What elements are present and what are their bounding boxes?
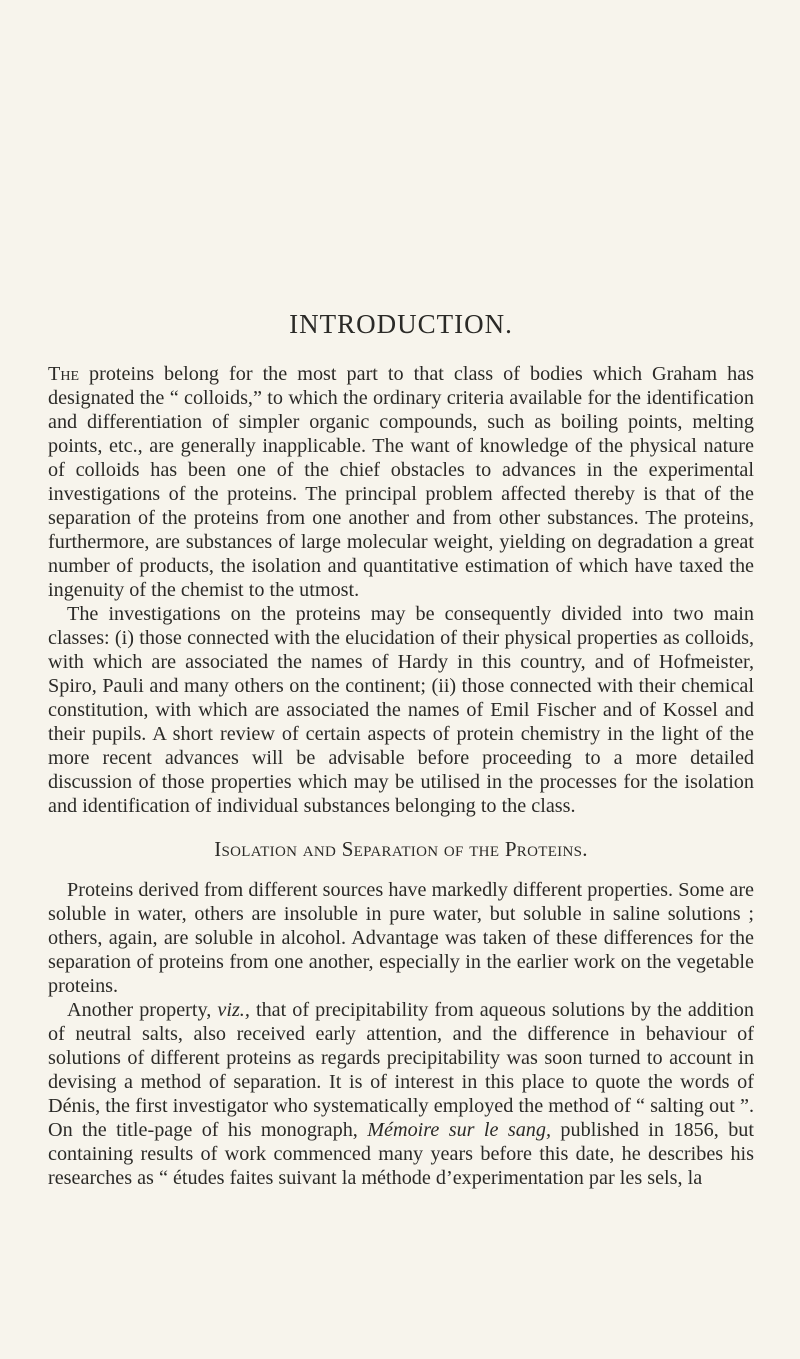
section-paragraph-2 bbox=[48, 998, 754, 1190]
intro-paragraph-2: The investigations on the proteins may be consequently divided into two main classes: (i) those connected with the elucidation of their physical properties as colloids, with which are associated the names of Hardy in this country, and of Hofmeister, Spiro, Pauli and many others on the continent; (ii) those connected with their chemical constitution, with which are associated the names of Emil Fischer and of Kossel and their pupils. A short review of certain aspects of protein chemistry in the light of the more recent advances will be advisable before proceeding to a more detailed discussion of those properties which may be utilised in the processes for the isolation and identification of individual substances belonging to the class. bbox=[48, 602, 754, 817]
intro-paragraph-1-text: proteins belong for the most part to that class of bodies which Graham has designated the “ colloids,” to which the ordinary criteria available for the identification and differentiation of simpler organic compounds, such as boiling points, melting points, etc., are generally inapplicable. The want of knowledge of the physical nature of colloids has been one of the chief obstacles to advances in the experimental investigations of the proteins. The principal problem affected thereby is that of the separation of the proteins from one another and from other substances. The proteins, furthermore, are substances of large molecular weight, yielding on degradation a great number of products, the isolation and quantitative estimation of which have taxed the ingenuity of the chemist to the utmost. bbox=[48, 362, 754, 601]
section-paragraph-1: Proteins derived from different sources have markedly different properties. Some are soluble in water, others are insoluble in pure water, but soluble in saline solutions ; others, again, are soluble in alcohol. Advantage was taken of these differences for the separation of proteins from one another, especially in the earlier work on the vegetable proteins. bbox=[48, 878, 754, 997]
section-heading: Isolation and Separation of the Proteins. bbox=[214, 836, 588, 861]
section-paragraph-2-italic-b: Mémoire sur le sang, bbox=[367, 1118, 552, 1141]
drop-lead-word: The bbox=[48, 362, 79, 385]
chapter-title: INTRODUCTION. bbox=[289, 309, 513, 339]
intro-paragraph-1 bbox=[48, 362, 754, 602]
section-paragraph-2-italic-a: viz., bbox=[217, 998, 250, 1021]
section-paragraph-2-text-b: that of precipitability from aqueous solutions by the addition of neutral salts, also received early attention, and the difference in behaviour of solutions of different proteins as regards precipitability was soon turned to account in devising a method of separation. It is of interest in this place to quote the words of Dénis, the first investigator who systematically employed the method of “ salting out ”. On the title-page of his monograph, bbox=[48, 998, 754, 1141]
section-paragraph-2-text-c: published in 1856, but containing results of work commenced many years before this date, he describes his researches as “ études faites suivant la méthode d’experimentation par les sels, la bbox=[48, 1118, 754, 1189]
page-content bbox=[48, 310, 754, 1190]
section-paragraph-2-text-a: Another property, bbox=[67, 998, 218, 1021]
